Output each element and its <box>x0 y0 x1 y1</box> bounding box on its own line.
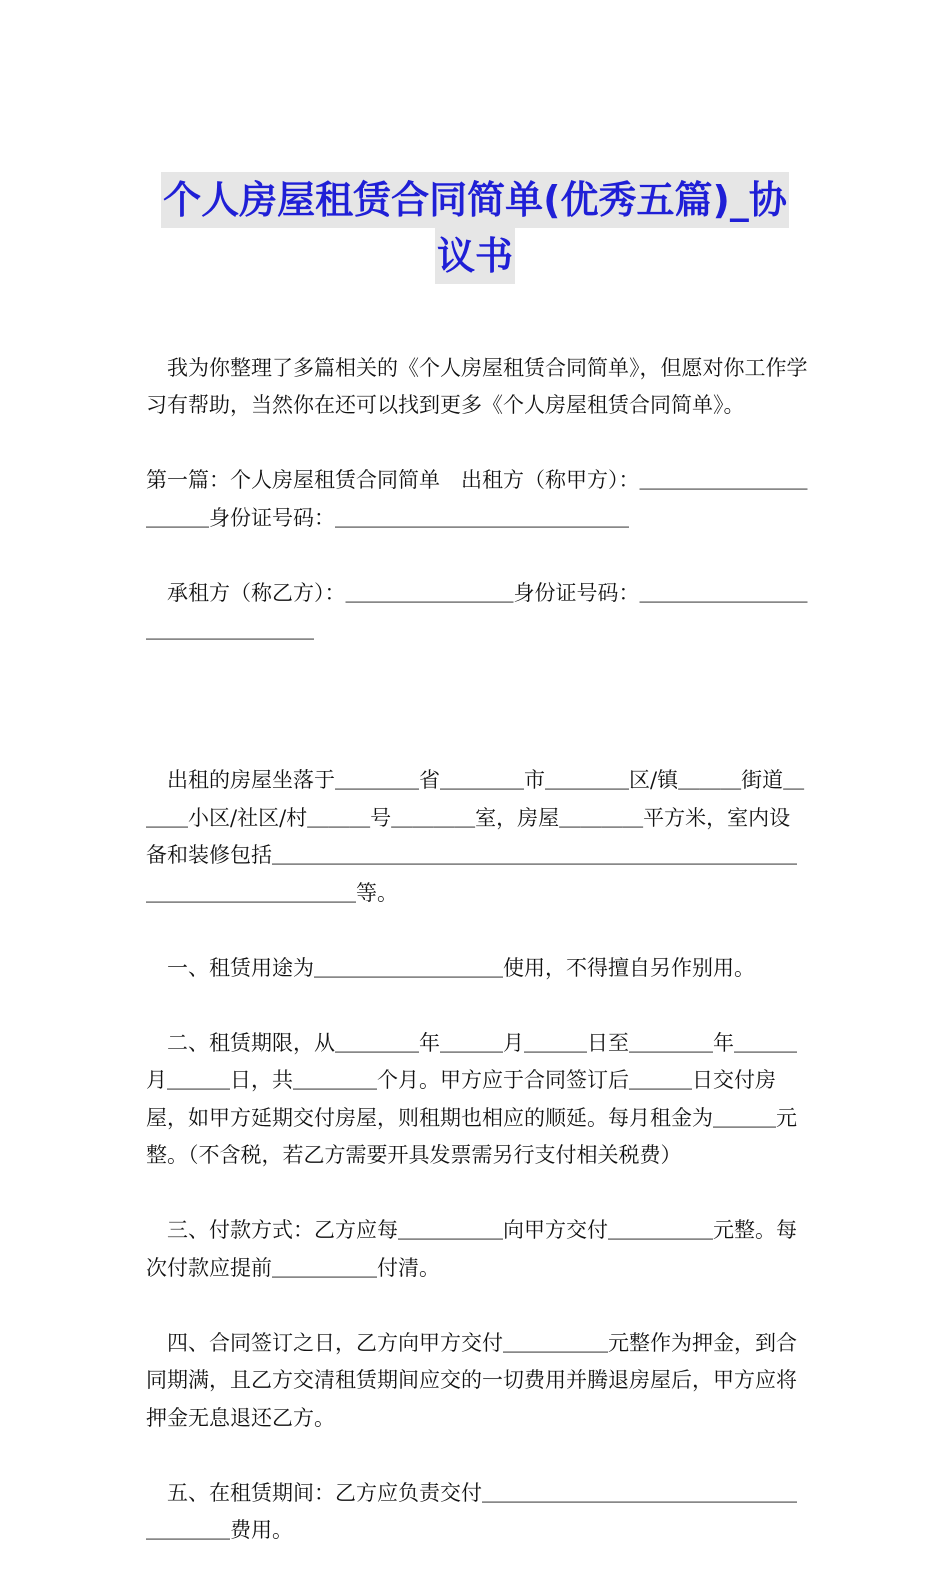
property-paragraph: 出租的房屋坐落于＿＿＿＿省＿＿＿＿市＿＿＿＿区/镇＿＿＿街道＿＿＿小区/社区/村＿＿＿号＿＿＿＿室，房屋＿＿＿＿平方米，室内设备和装修包括＿＿＿＿＿＿＿＿＿＿＿＿＿＿＿＿＿＿＿＿＿＿＿＿＿＿＿＿＿＿＿＿＿＿＿等。 <box>146 768 805 905</box>
clause-2: 二、租赁期限，从＿＿＿＿年＿＿＿月＿＿＿日至＿＿＿＿年＿＿＿月＿＿＿日，共＿＿＿＿个月。甲方应于合同签订后＿＿＿日交付房屋，如甲方延期交付房屋，则租期也相应的顺延。每月租金为＿＿＿元整。（不含税，若乙方需要开具发票需另行支付相关税费） <box>146 1030 797 1167</box>
document-title <box>120 172 830 284</box>
document-body <box>146 312 810 1587</box>
clause-3: 三、付款方式：乙方应每＿＿＿＿＿向甲方交付＿＿＿＿＿元整。每次付款应提前＿＿＿＿＿付清。 <box>146 1218 797 1280</box>
title-line-1: 个人房屋租赁合同简单(优秀五篇)_协 <box>161 172 789 228</box>
intro-paragraph: 我为你整理了多篇相关的《个人房屋租赁合同简单》，但愿对你工作学习有帮助，当然你在还可以找到更多《个人房屋租赁合同简单》。 <box>146 355 808 417</box>
title-line-2: 议书 <box>435 228 515 284</box>
blank-spacer <box>146 687 810 725</box>
clause-5: 五、在租赁期间：乙方应负责交付＿＿＿＿＿＿＿＿＿＿＿＿＿＿＿＿＿＿＿费用。 <box>146 1480 797 1542</box>
lessor-paragraph: 第一篇：个人房屋租赁合同简单 出租方（称甲方）：＿＿＿＿＿＿＿＿＿＿＿身份证号码：＿＿＿＿＿＿＿＿＿＿＿＿＿＿ <box>146 468 808 530</box>
clause-4: 四、合同签订之日，乙方向甲方交付＿＿＿＿＿元整作为押金，到合同期满，且乙方交清租赁期间应交的一切费用并腾退房屋后，甲方应将押金无息退还乙方。 <box>146 1330 797 1430</box>
lessee-paragraph: 承租方（称乙方）：＿＿＿＿＿＿＿＿身份证号码：＿＿＿＿＿＿＿＿＿＿＿＿＿＿＿＿ <box>146 580 808 642</box>
clause-1: 一、租赁用途为＿＿＿＿＿＿＿＿＿使用，不得擅自另作别用。 <box>146 955 755 980</box>
